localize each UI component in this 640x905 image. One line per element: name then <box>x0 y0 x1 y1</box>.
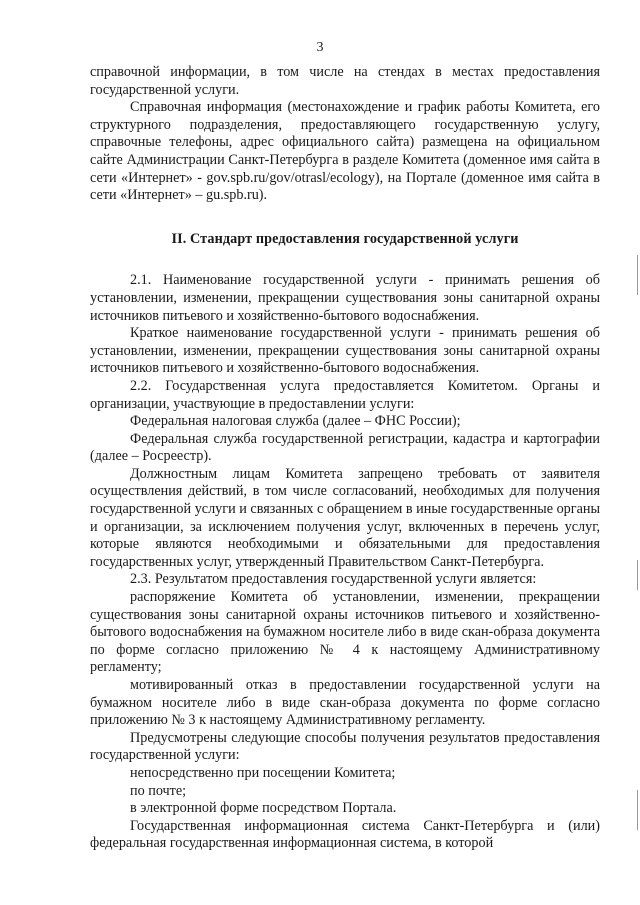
scan-edge-mark <box>637 255 638 295</box>
paragraph-2-3: 2.3. Результатом предоставления государственной услуги является: <box>130 571 537 588</box>
paragraph-refusal: мотивированный отказ в предоставлении государственной услуги на бумажном носителе либо в виде скан-образа документа по форме согласно приложению № 3 к настоящему Административному регламенту. <box>90 677 600 729</box>
paragraph-info-system: Государственная информационная система Санкт-Петербурга и (или) федеральная государственная информационная система, в которой <box>90 817 600 852</box>
paragraph-rosreestr: Федеральная служба государственной регистрации, кадастра и картографии (далее – Росреестр). <box>90 430 600 465</box>
section-heading: II. Стандарт предоставления государственной услуги <box>171 230 519 247</box>
paragraph-2-2: 2.2. Государственная услуга предоставляется Комитетом. Органы и организации, участвующие в предоставлении услуги: <box>90 377 600 412</box>
paragraph-reference-info: Справочная информация (местонахождение и график работы Комитета, его структурного подразделения, предоставляющего государственную услугу, справочные телефоны, адрес официального сайта) размещена на официальном сайте Администрации Санкт-Петербурга в разделе Комитета (доменное имя сайта в сети «Интернет» - gov.spb.ru/gov/otrasl/ecology), на Портале (доменное имя сайта в сети «Интернет» – gu.spb.ru). <box>90 99 600 204</box>
paragraph-prohibition: Должностным лицам Комитета запрещено требовать от заявителя осуществления действий, в том числе согласований, необходимых для получения государственной услуги и связанных с обращением в иные государственные органы и организации, за исключением получения услуг, включенных в перечень услуг, которые являются необходимыми и обязательными для предоставления государственных услуг, утвержденный Правительством Санкт-Петербурга. <box>90 465 600 570</box>
paragraph-method-mail: по почте; <box>130 782 187 799</box>
paragraph-order: распоряжение Комитета об установлении, изменении, прекращении существования зоны санитарной охраны источников питьевого и хозяйственно-бытового водоснабжения на бумажном носителе либо в виде скан-образа документа по форме согласно приложению № 4 к настоящему Административному регламенту; <box>90 589 600 676</box>
paragraph-short-name: Краткое наименование государственной услуги - принимать решения об установлении, изменении, прекращении существования зоны санитарной охраны источников питьевого и хозяйственно-бытового водоснабжения. <box>90 325 600 377</box>
paragraph-method-portal: в электронной форме посредством Портала. <box>130 800 397 817</box>
scan-edge-mark <box>637 790 638 830</box>
paragraph-2-1: 2.1. Наименование государственной услуги - принимать решения об установлении, изменении, прекращении существования зоны санитарной охраны источников питьевого и хозяйственно-бытового водоснабжения. <box>90 272 600 324</box>
paragraph-fns: Федеральная налоговая служба (далее – ФНС России); <box>130 413 461 430</box>
page-number: 3 <box>316 40 324 55</box>
paragraph-methods: Предусмотрены следующие способы получения результатов предоставления государственной услуги: <box>90 729 600 764</box>
document-body <box>90 64 600 853</box>
paragraph-continuation: справочной информации, в том числе на стендах в местах предоставления государственной услуги. <box>90 64 600 98</box>
paragraph-method-visit: непосредственно при посещении Комитета; <box>130 764 396 781</box>
scan-edge-mark <box>637 560 638 590</box>
